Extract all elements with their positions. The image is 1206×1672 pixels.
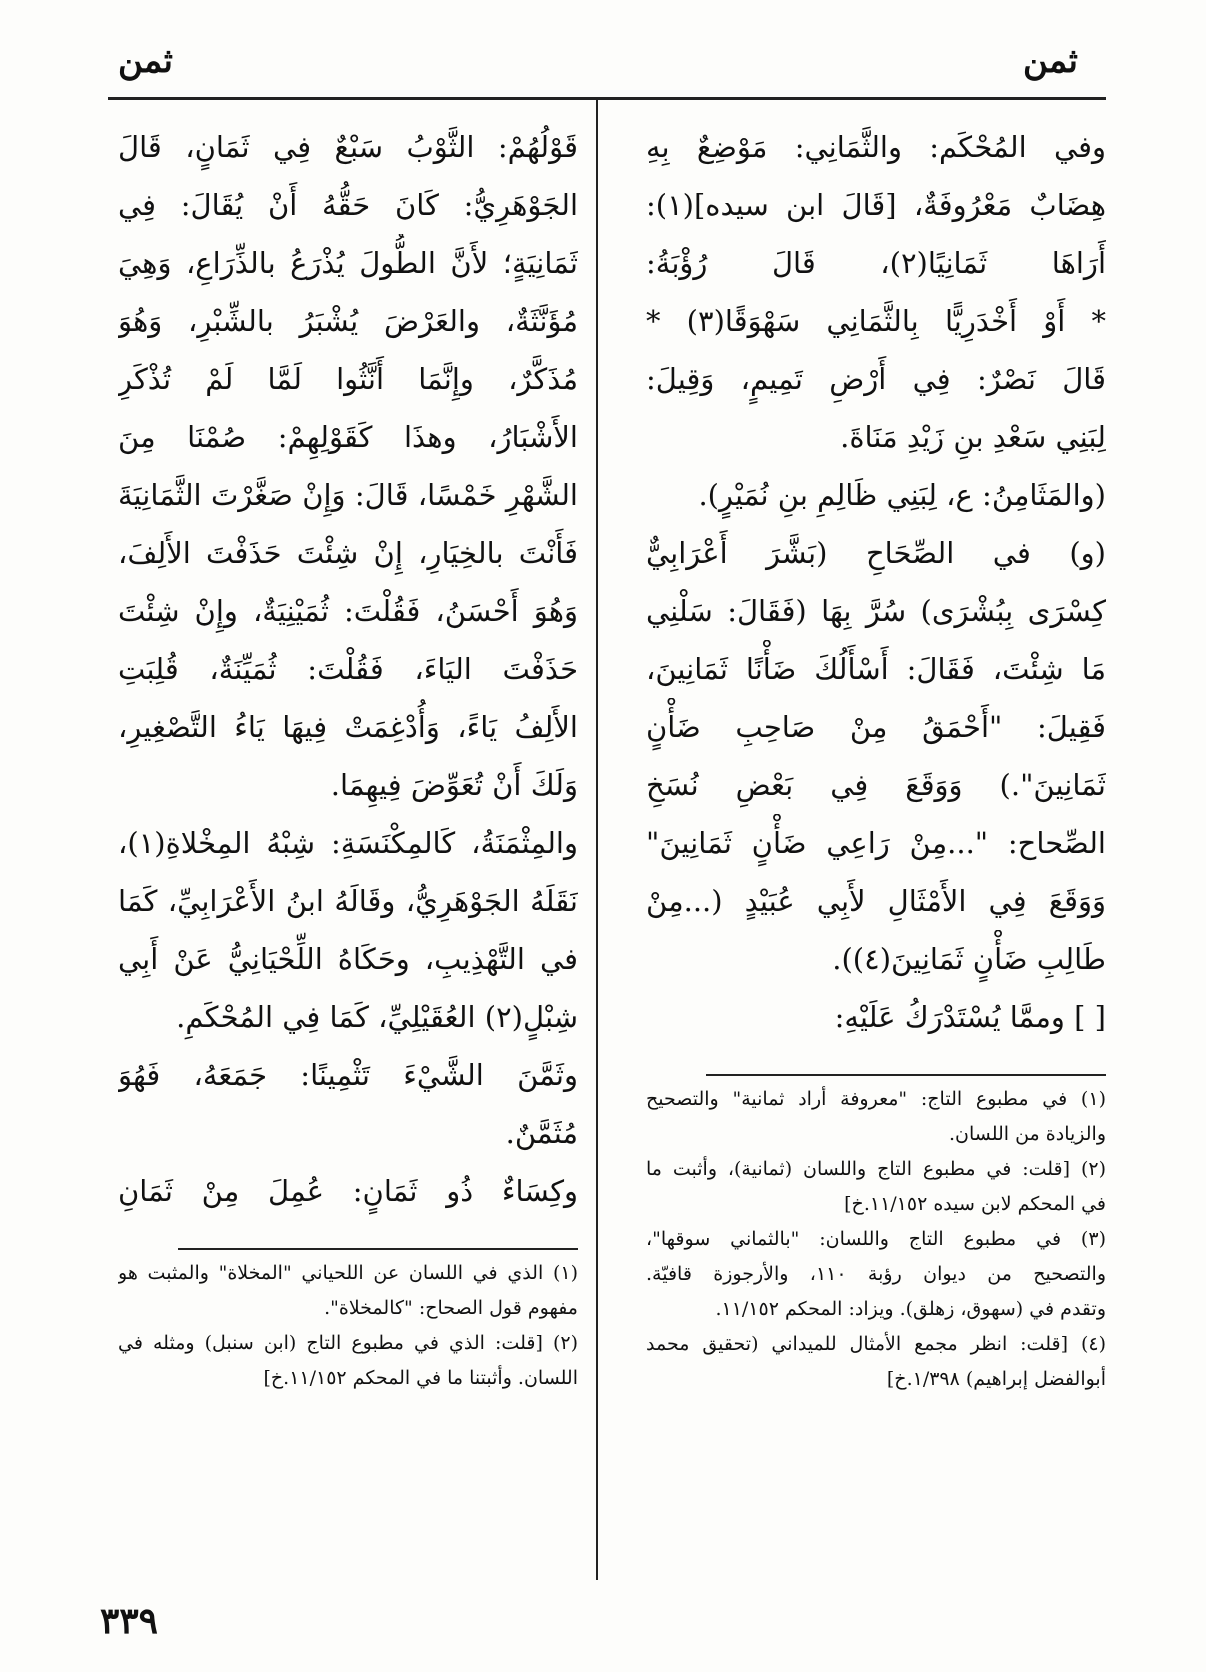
- left-column: [118, 118, 578, 1396]
- body-line: كِسْرَى بِبُشْرَى) سُرَّ بِهَا (فَقَالَ: سَلْنِي: [646, 594, 1106, 628]
- section-marker-line: [ ] وممَّا يُسْتَدْرَكُ عَلَيْهِ:: [834, 1000, 1106, 1034]
- left-footnotes: [118, 1256, 578, 1396]
- body-line: الأَشْبَارُ، وهذَا كَقَوْلِهِمْ: صُمْنَا مِنَ: [118, 420, 578, 454]
- body-line: الصِّحاح: "...مِنْ رَاعِي ضَأْنٍ ثَمَانِينَ": [646, 826, 1106, 860]
- body-line: طَالِبِ ضَأْنٍ ثَمَانِينَ(٤)).: [832, 942, 1106, 976]
- footnote-line: (١) في مطبوع التاج: "معروفة أراد ثمانية" والتصحيح: [646, 1088, 1106, 1110]
- body-line: وَلَكَ أَنْ تُعَوِّضَ فِيهِمَا.: [330, 768, 578, 802]
- footnote-line: والزيادة من اللسان.: [948, 1123, 1106, 1145]
- footnote-rule: [178, 1248, 578, 1250]
- body-line: في التَّهْذِيبِ، وحَكَاهُ اللِّحْيَانِيُّ عَنْ أَبِي: [118, 942, 578, 976]
- footnote-line: أبوالفضل إبراهيم) ١/٣٩٨.خ]: [886, 1368, 1106, 1390]
- body-line: والمِثْمَنَةُ، كَالمِكْنَسَةِ: شِبْهُ المِخْلاةِ(١)،: [118, 826, 578, 860]
- footnote-line: (١) الذي في اللسان عن اللحياني "المخلاة" والمثبت هو: [118, 1262, 578, 1284]
- body-line: حَذَفْتَ اليَاءَ، فَقُلْتَ: ثُمَيِّنَةٌ، قُلِبَتِ: [118, 652, 578, 686]
- verse-line: * أَوْ أَخْدَرِيًّا بِالثَّمَانِي سَهْوَقًا(٣) *: [646, 304, 1106, 338]
- body-line: مُثَمَّنٌ.: [505, 1116, 578, 1150]
- body-line: الشَّهْرِ خَمْسًا، قَالَ: وَإِنْ صَغَّرْتَ الثَّمَانِيَةَ: [118, 478, 578, 512]
- body-line: وَوَقَعَ فِي الأَمْثَالِ لأَبِي عُبَيْدٍ (...مِنْ: [646, 884, 1106, 918]
- body-line: أَرَاهَا ثَمَانِيًا(٢)، قَالَ رُؤْبَةُ:: [646, 246, 1106, 280]
- body-line: الأَلِفُ يَاءً، وَأُدْغِمَتْ فِيهَا يَاءُ التَّصْغِيرِ،: [118, 710, 578, 744]
- body-line: (والمَثَامِنُ: ع، لِبَنِي ظَالِمِ بنِ نُمَيْرٍ).: [698, 478, 1106, 512]
- body-line: وثَمَّنَ الشَّيْءَ تَثْمِينًا: جَمَعَهُ، فَهُوَ: [118, 1058, 578, 1092]
- body-line: مُذَكَّرٌ، وإِنَّمَا أَنَّثُوا لَمَّا لَمْ تُذْكَرِ: [118, 362, 578, 396]
- body-line: مُؤَنَّثَةٌ، والعَرْضَ يُشْبَرُ بالشِّبْرِ، وَهُوَ: [118, 304, 578, 338]
- body-line: فَأَنْتَ بالخِيَارِ، إِنْ شِئْتَ حَذَفْتَ الأَلِفَ،: [118, 536, 578, 570]
- body-line: مَا شِئْتَ، فَقَالَ: أَسْأَلُكَ ضَأْنًا ثَمَانِينَ،: [646, 652, 1106, 686]
- body-line: هِضَابٌ مَعْرُوفَةٌ، [قَالَ ابن سيده](١):: [646, 188, 1106, 222]
- right-column: [646, 118, 1106, 1397]
- body-line: فَقِيلَ: "أَحْمَقُ مِنْ صَاحِبِ ضَأْنٍ: [646, 710, 1106, 744]
- footnote-line: اللسان. وأثبتنا ما في المحكم ١١/١٥٢.خ]: [263, 1367, 578, 1389]
- header-keyword-left: ثمن: [118, 41, 174, 81]
- body-line: ثَمَانِينَ".) وَوَقَعَ فِي بَعْضِ نُسَخِ: [646, 768, 1106, 802]
- left-column-text: [118, 118, 578, 1220]
- footnote-line: مفهوم قول الصحاح: "كالمخلاة".: [324, 1297, 578, 1319]
- footnote-rule: [706, 1074, 1106, 1076]
- header-keyword-right: ثمن: [1022, 41, 1078, 81]
- body-line: وَهُوَ أَحْسَنُ، فَقُلْتَ: ثُمَيْنِيَةٌ، وإِنْ شِئْتَ: [118, 594, 578, 628]
- header-rule: [108, 97, 1106, 100]
- footnote-line: (٤) [قلت: انظر مجمع الأمثال للميداني (تحقيق محمد: [646, 1333, 1106, 1355]
- footnote-line: في المحكم لابن سيده ١١/١٥٢.خ]: [844, 1193, 1106, 1215]
- page-number: ٣٣٩: [100, 1600, 159, 1642]
- right-column-text: [646, 118, 1106, 1046]
- body-line: شِبْلٍ(٢) العُقَيْلِيِّ، كَمَا فِي المُحْكَمِ.: [176, 1000, 578, 1034]
- body-line: وكِسَاءٌ ذُو ثَمَانٍ: عُمِلَ مِنْ ثَمَانِ: [118, 1174, 578, 1208]
- body-line: لِبَنِي سَعْدِ بنِ زَيْدِ مَنَاةَ.: [840, 420, 1106, 454]
- right-footnotes: [646, 1082, 1106, 1397]
- footnote-line: (٢) [قلت: الذي في مطبوع التاج (ابن سنبل) ومثله في: [118, 1332, 578, 1354]
- footnote-line: (٣) في مطبوع التاج واللسان: "بالثماني سوقها"،: [646, 1228, 1106, 1250]
- body-line: وفي المُحْكَم: والثَّمَانِي: مَوْضِعٌ بِهِ: [646, 130, 1106, 164]
- body-line: ثَمَانِيَةٍ؛ لأَنَّ الطُّولَ يُذْرَعُ بالذِّرَاعِ، وَهِيَ: [118, 246, 578, 280]
- body-line: الجَوْهَرِيُّ: كَانَ حَقُّهُ أَنْ يُقَالَ: فِي: [118, 188, 578, 222]
- footnote-line: وتقدم في (سهوق، زهلق). ويزاد: المحكم ١١/١٥٢.: [715, 1298, 1106, 1320]
- footnote-line: (٢) [قلت: في مطبوع التاج واللسان (ثمانية)، وأثبت ما: [646, 1158, 1106, 1180]
- body-line: (و) في الصِّحَاحِ (بَشَّرَ أَعْرَابِيٌّ: [646, 536, 1106, 570]
- column-divider: [596, 100, 598, 1580]
- body-line: قَوْلُهُمْ: الثَّوْبُ سَبْعٌ فِي ثَمَانٍ، قَالَ: [118, 130, 578, 164]
- body-line: قَالَ نَصْرٌ: فِي أَرْضِ تَمِيمٍ، وَقِيلَ:: [646, 362, 1106, 396]
- body-line: نَقَلَهُ الجَوْهَرِيُّ، وقَالَهُ ابنُ الأَعْرَابِيِّ، كَمَا: [118, 884, 578, 918]
- footnote-line: والتصحيح من ديوان رؤبة ١١٠، والأرجوزة قافيّة.: [646, 1263, 1106, 1285]
